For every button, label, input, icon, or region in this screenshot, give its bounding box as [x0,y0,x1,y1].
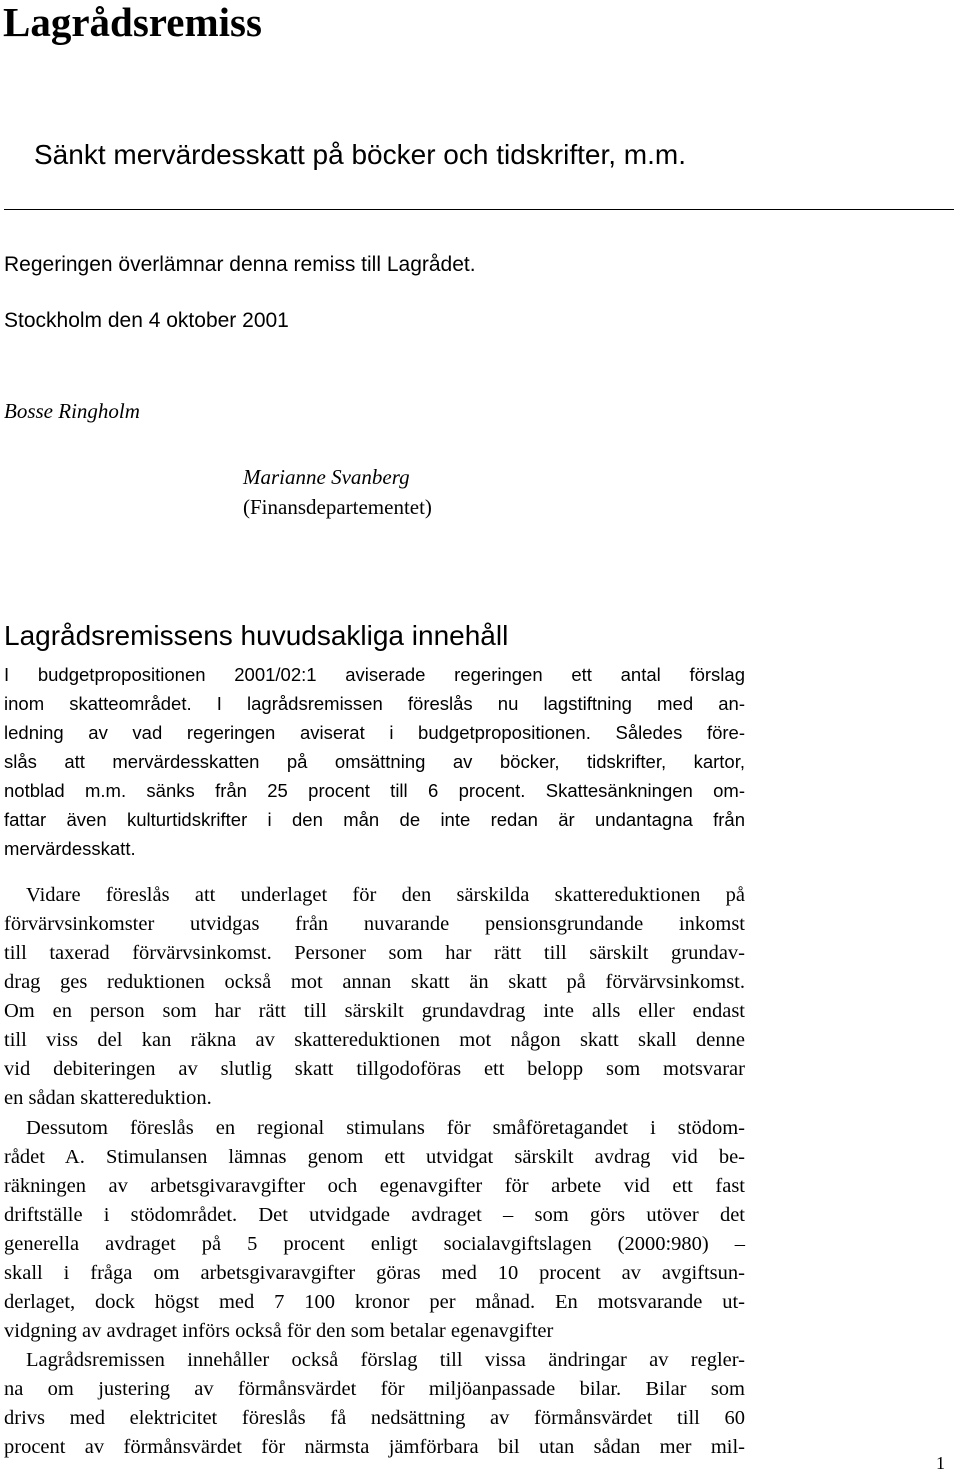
horizontal-rule [4,209,954,210]
paragraph-line: Dessutom föreslås en regional stimulans för småföretagandet i stödom- [26,1117,745,1139]
paragraph-line: fattar även kulturtidskrifter i den mån de inte redan är undantagna från [4,809,745,830]
paragraph-line: vidgning av avdraget införs också för den som betalar egenavgifter [4,1320,554,1342]
paragraph-line: ledning av vad regeringen aviserat i budgetpropositionen. Således före- [4,722,745,743]
paragraph-line: driftställe i stödområdet. Det utvidgade avdraget – som görs utöver det [4,1204,745,1226]
paragraph-line: rådet A. Stimulansen lämnas genom ett utvidgat särskilt avdrag vid be- [4,1146,745,1168]
paragraph-line: notblad m.m. sänks från 25 procent till 6 procent. Skattesänkningen om- [4,780,745,801]
document-subtitle: Sänkt mervärdesskatt på böcker och tidskrifter, m.m. [34,139,687,170]
paragraph-line: vid debiteringen av slutlig skatt tillgodoföras ett belopp som motsvarar [4,1058,745,1080]
paragraph-line: Lagrådsremissen innehåller också förslag till vissa ändringar av regler- [26,1349,745,1371]
summary-paragraph-tax-reduction [4,881,745,1113]
paragraph-line: mervärdesskatt. [4,838,136,859]
paragraph-line: slås att mervärdesskatten på omsättning av böcker, tidskrifter, kartor, [4,751,745,772]
paragraph-line: räkningen av arbetsgivaravgifter och egenavgifter för arbete vid ett fast [4,1175,745,1197]
paragraph-line: drivs med elektricitet föreslås få nedsättning av förmånsvärdet till 60 [4,1407,745,1429]
page-number: 1 [936,1453,945,1473]
signatory-official: Marianne Svanberg [243,465,410,489]
paragraph-line: skall i fråga om arbetsgivaravgifter göras med 10 procent av avgiftsun- [4,1262,745,1284]
paragraph-line: drag ges reduktionen också mot annan skatt än skatt på förvärvsinkomst. [4,971,745,993]
paragraph-line: I budgetpropositionen 2001/02:1 aviserade regeringen ett antal förslag [4,664,745,685]
handover-statement: Regeringen överlämnar denna remiss till Lagrådet. [4,253,476,276]
paragraph-line: inom skatteområdet. I lagrådsremissen föreslås nu lagstiftning med an- [4,693,745,714]
paragraph-line: till taxerad förvärvsinkomst. Personer som har rätt till särskilt grundav- [4,942,745,964]
summary-paragraph-car-benefit [4,1346,745,1462]
summary-paragraph-vat [4,660,745,863]
paragraph-line: procent av förmånsvärdet för närmsta jämförbara bil utan sådan mer mil- [4,1436,745,1458]
paragraph-line: till viss del kan räkna av skattereduktionen mot någon skatt skall denne [4,1029,745,1051]
paragraph-line: Vidare föreslås att underlaget för den särskilda skattereduktionen på [26,884,745,906]
paragraph-line: na om justering av förmånsvärdet för miljöanpassade bilar. Bilar som [4,1378,745,1400]
paragraph-line: förvärvsinkomster utvidgas från nuvarande pensionsgrundande inkomst [4,913,745,935]
place-and-date: Stockholm den 4 oktober 2001 [4,309,289,332]
paragraph-line: derlaget, dock högst med 7 100 kronor per månad. En motsvarande ut- [4,1291,745,1313]
signatory-minister: Bosse Ringholm [4,399,140,423]
paragraph-line: generella avdraget på 5 procent enligt socialavgiftslagen (2000:980) – [4,1233,745,1255]
department-name: (Finansdepartementet) [243,495,432,519]
paragraph-line: Om en person som har rätt till särskilt grundavdrag inte alls eller endast [4,1000,745,1022]
paragraph-line: en sådan skattereduktion. [4,1087,212,1109]
document-title: Lagrådsremiss [3,0,262,45]
summary-paragraph-regional-stimulus [4,1114,745,1346]
section-heading: Lagrådsremissens huvudsakliga innehåll [4,620,509,651]
